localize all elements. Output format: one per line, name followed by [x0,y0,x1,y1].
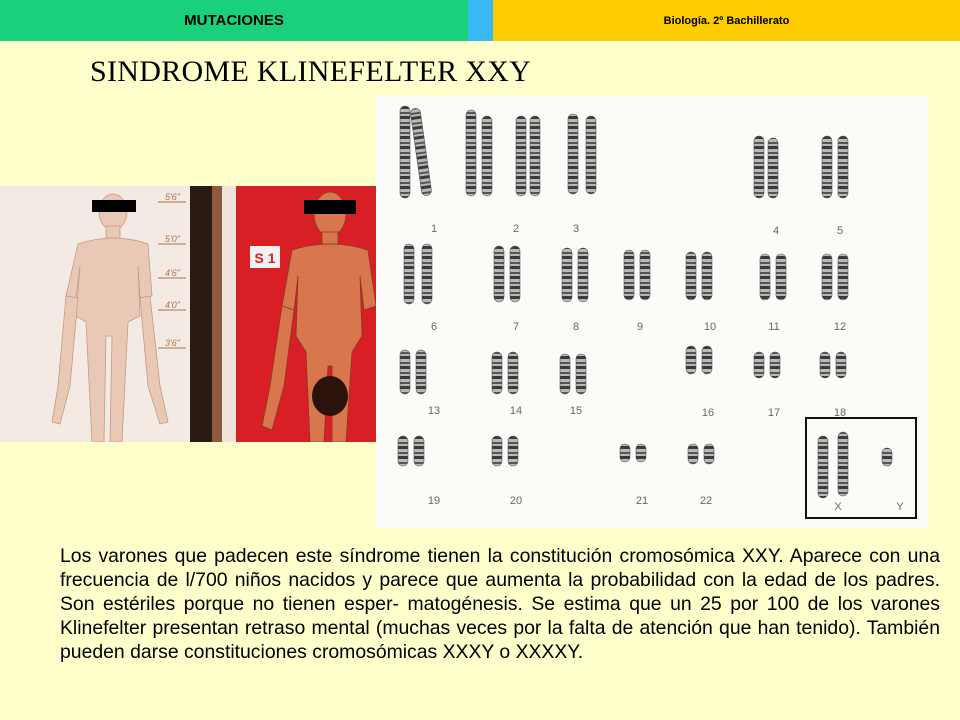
chromosome-label: 9 [636,321,644,333]
height-mark: 4'6" [165,268,180,278]
chromosome-label: 20 [509,495,523,507]
karyotype-image [376,96,928,528]
chromosome-label: 12 [833,321,847,333]
description-paragraph: Los varones que padecen este síndrome tienen la constitución cromosómica XXY. Aparece con una frecuencia de l/700 niños nacidos y parece que aumenta la probabilidad con la edad de los padres. Son estériles porque no tienen esper- matogénesis. Se estima que un 25 por 100 de los varones Klinefelter presentan retraso mental (muchas veces por la falta de atención que han tenido). También pueden darse constituciones cromosómicas XXXY o XXXXY. [60,545,940,663]
chromosome-label: 17 [767,407,781,419]
chromosome-label: 22 [699,495,713,507]
chromosome-label: 8 [572,321,580,333]
height-mark: 3'6" [165,338,180,348]
slide-title: SINDROME KLINEFELTER XXY [90,55,532,88]
patients-photo [0,186,376,442]
chromosome-label: 4 [772,225,780,237]
chromosome-label: 15 [569,405,583,417]
chromosome-label: 13 [427,405,441,417]
height-mark: 5'6" [165,192,180,202]
chromosome-label: 18 [833,407,847,419]
header-section-label [0,0,468,41]
chromosome-label: 11 [768,321,780,333]
chromosome-label: 16 [701,407,715,419]
height-mark: 4'0" [165,300,180,310]
header-course-label [493,0,960,41]
left-eye-bar [92,200,136,212]
sex-chromosome-label: X [834,501,842,513]
header-divider-block [468,0,493,41]
photo-sign: S 1 [254,250,276,266]
header-left-text: MUTACIONES [184,12,284,29]
header-right-text: Biología. 2º Bachillerato [663,14,790,27]
chromosome-label: 21 [635,495,649,507]
chromosome-label: 5 [836,225,844,237]
chromosome-label: 10 [703,321,717,333]
height-mark: 5'0" [165,234,180,244]
right-eye-bar [304,200,356,214]
chromosome-label: 19 [427,495,441,507]
chromosome-label: 2 [512,223,520,235]
sex-chromosome-label: Y [896,501,904,513]
chromosome-label: 7 [512,321,520,333]
chromosome-label: 14 [509,405,523,417]
chromosome-label: 3 [572,223,580,235]
chromosome-label: 1 [430,223,438,235]
chromosome-label: 6 [430,321,438,333]
